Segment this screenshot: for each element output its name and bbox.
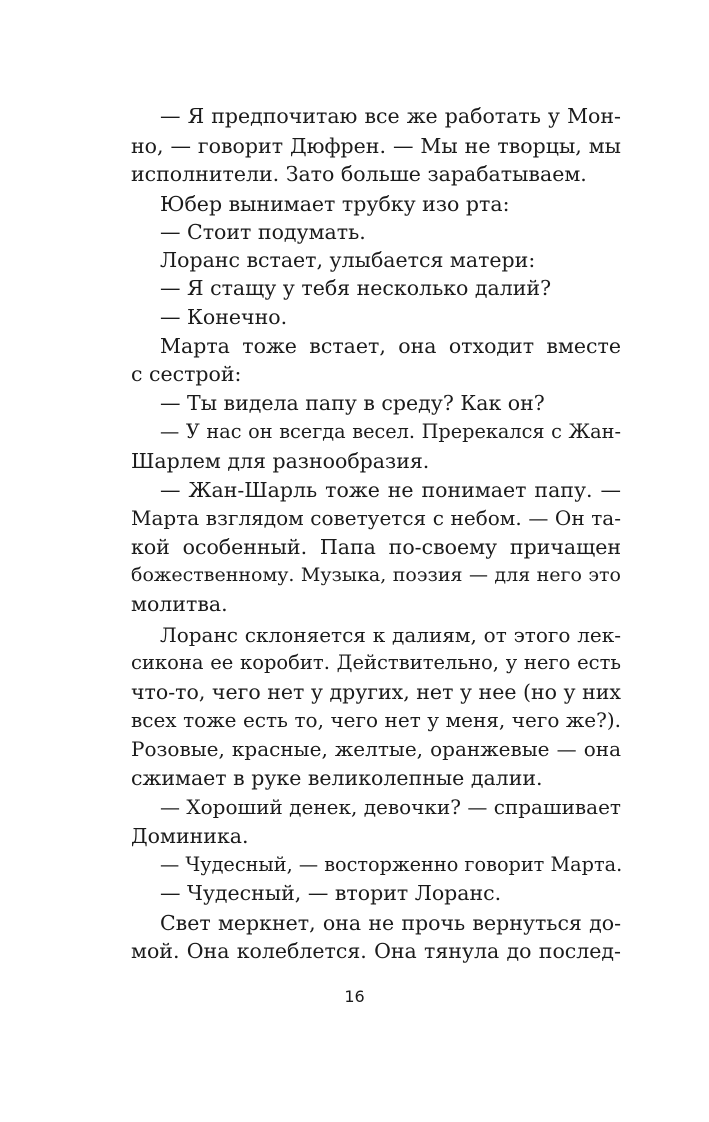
text-line: Юбер вынимает трубку изо рта:	[160, 192, 510, 216]
text-line: Лоранс встает, улыбается матери:	[160, 248, 536, 272]
text-line: Свет меркнет, она не прочь вернуться до-	[160, 911, 621, 935]
text-line: — Ты видела папу в среду? Как он?	[160, 391, 545, 415]
text-line: Розовые, красные, желтые, оранжевые — она	[131, 737, 621, 761]
text-line: исполнители. Зато больше зарабатываем.	[131, 162, 587, 186]
text-line: — У нас он всегда весел. Пререкался с Жан-	[160, 420, 621, 443]
text-line: — Конечно.	[160, 305, 288, 329]
text-line: — Стоит подумать.	[160, 220, 366, 244]
text-line: что-то, чего нет у других, нет у нее (но у них	[131, 680, 621, 704]
text-line: Марта взглядом советуется с небом. — Он та-	[131, 506, 621, 530]
text-line: — Чудесный, — восторженно говорит Марта.	[160, 853, 623, 876]
text-line: Лоранс склоняется к далиям, от этого лек-	[160, 623, 621, 647]
text-line: — Чудесный, — вторит Лоранс.	[160, 881, 502, 905]
text-line: Марта тоже встает, она отходит вместе	[160, 334, 621, 358]
text-line: но, — говорит Дюфрен. — Мы не творцы, мы	[131, 134, 621, 158]
text-line: мой. Она колеблется. Она тянула до послед-	[131, 939, 621, 963]
text-line: Шарлем для разнообразия.	[131, 449, 430, 473]
text-line: молитва.	[131, 592, 228, 616]
text-line: — Я предпочитаю все же работать у Мон-	[160, 104, 621, 128]
text-line: кой особенный. Папа по-своему причащен	[131, 535, 621, 559]
text-line: Доминика.	[131, 824, 249, 848]
text-line: — Хороший денек, девочки? — спрашивает	[160, 795, 621, 819]
page-number: 16	[344, 987, 365, 1006]
text-line: с сестрой:	[131, 362, 242, 386]
text-line: сжимает в руке великолепные далии.	[131, 766, 543, 790]
text-line: всех тоже есть то, чего нет у меня, чего же?).	[131, 708, 621, 732]
text-line: божественному. Музыка, поэзия — для него это	[131, 564, 621, 586]
text-line: — Жан-Шарль тоже не понимает папу. —	[160, 478, 621, 502]
text-line: сикона ее коробит. Действительно, у него есть	[131, 651, 621, 674]
text-line: — Я стащу у тебя несколько далий?	[160, 276, 552, 300]
